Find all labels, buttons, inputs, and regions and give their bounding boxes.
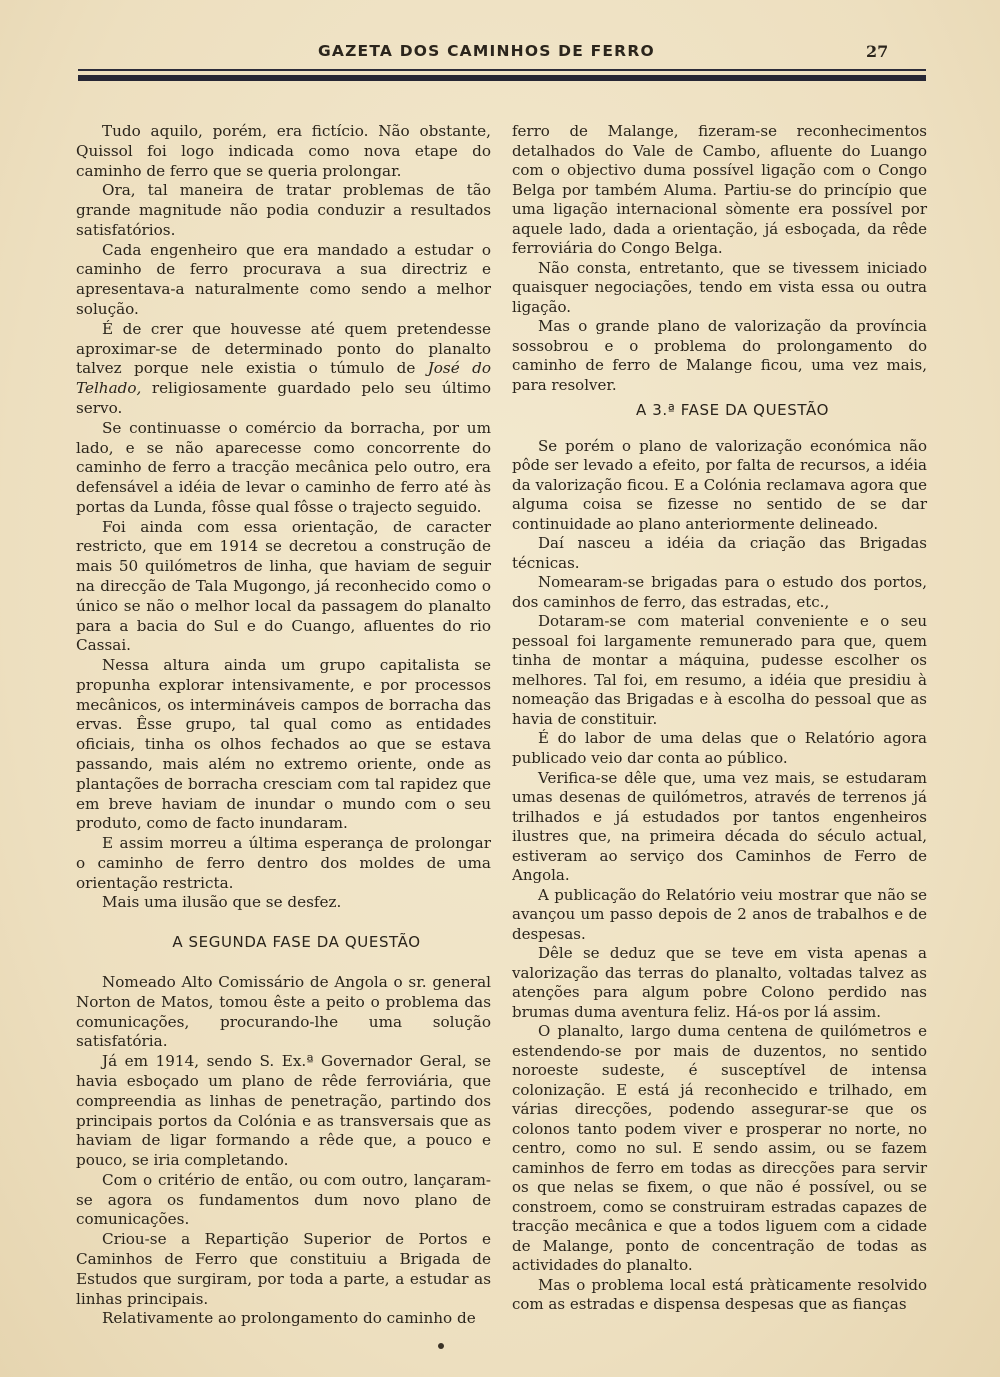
paragraph <box>76 320 491 419</box>
paragraph: ferro de Malange, fizeram-se reconhecimentos detalhados do Vale de Cambo, afluente do Luango com o objectivo duma possível ligação com o Congo Belga por também Aluma. Partiu-se do princípio que uma ligação internacional sòmente era possível por aquele lado, dada a orientação, já esboçada, da rêde ferroviária do Congo Belga. <box>512 122 927 258</box>
paragraph: Nessa altura ainda um grupo capitalista se propunha explorar intensivamente, e por processos mecânicos, os intermináveis campos de borracha das ervas. Êsse grupo, tal qual como as entidades oficiais, tinha os olhos fechados ao que se estava passando, mais além no extremo oriente, onde as plantações de borracha cresciam com tal rapidez que em breve haviam de inundar o mundo com o seu produto, como de facto inundaram. <box>76 656 491 833</box>
paragraph: Verifica-se dêle que, uma vez mais, se estudaram umas desenas de quilómetros, através de terrenos já trilhados e já estudados por tantos engenheiros ilustres que, na primeira década do século actual, estiveram ao serviço dos Caminhos de Ferro de Angola. <box>512 768 927 885</box>
paragraph-text: religiosamente guardado pelo seu último servo. <box>76 379 491 417</box>
paragraph: Criou-se a Repartição Superior de Portos e Caminhos de Ferro que constituiu a Brigada de Estudos que surgiram, por toda a parte, a estudar as linhas principais. <box>76 1230 491 1308</box>
header-rule-thick <box>78 75 926 81</box>
paragraph: A publicação do Relatório veiu mostrar que não se avançou um passo depois de 2 anos de trabalhos e de despesas. <box>512 885 927 943</box>
paragraph: E assim morreu a última esperança de prolongar o caminho de ferro dentro dos moldes de uma orientação restricta. <box>76 834 491 892</box>
paragraph: Se porém o plano de valorização económica não pôde ser levado a efeito, por falta de recursos, a idéia da valorização ficou. E a Colónia reclamava agora que alguma coisa se fizesse no sentido de se dar continuidade ao plano anteriormente delineado. <box>512 436 927 533</box>
paragraph: Nomearam-se brigadas para o estudo dos portos, dos caminhos de ferro, das estradas, etc., <box>512 573 927 611</box>
paragraph: Se continuasse o comércio da borracha, por um lado, e se não aparecesse como concorrente do caminho de ferro a tracção mecânica pelo outro, era defensável a idéia de levar o caminho de ferro até às portas da Lunda, fôsse qual fôsse o trajecto seguido. <box>76 418 491 516</box>
section-heading: A 3.ª FASE DA QUESTÃO <box>636 401 829 420</box>
paragraph: Tudo aquilo, porém, era fictício. Não obstante, Quissol foi logo indicada como nova etape do caminho de ferro que se queria prolongar. <box>76 122 491 180</box>
paragraph: Foi ainda com essa orientação, de caracter restricto, que em 1914 se decretou a construção de mais 50 quilómetros de linha, que haviam de seguir na direcção de Tala Mugongo, já reconhecido como o único se não o melhor local da passagem do planalto para a bacia do Sul e do Cuango, afluentes do rio Cassai. <box>76 517 491 655</box>
paragraph: Com o critério de então, ou com outro, lançaram-se agora os fundamentos dum novo plano de comunicações. <box>76 1170 491 1229</box>
right-column <box>512 122 927 1315</box>
paragraph: Ora, tal maneira de tratar problemas de tão grande magnitude não podia conduzir a resultados satisfatórios. <box>76 181 491 239</box>
paragraph: O planalto, largo duma centena de quilómetros e estendendo-se por mais de duzentos, no sentido noroeste sudeste, é susceptível de intensa colonização. E está já reconhecido e trilhado, em várias direcções, podendo assegurar-se que os colonos tanto podem viver e prosperar no norte, no centro, como no sul. E sendo assim, ou se fazem caminhos de ferro em todas as direcções para servir os que nelas se fixem, o que não é possível, ou se constroem, como se construiram estradas capazes de tracção mecânica e que a todos liguem com a cidade de Malange, ponto de concentração de todas as actividades do planalto. <box>512 1022 927 1275</box>
paragraph: Dotaram-se com material conveniente e o seu pessoal foi largamente remunerado para que, quem tinha de montar a máquina, pudesse escolher os melhores. Tal foi, em resumo, a idéia que presidiu à nomeação das Brigadas e à escolha do pessoal que as havia de constituir. <box>512 612 927 728</box>
paragraph: Dêle se deduz que se teve em vista apenas a valorização das terras do planalto, voltadas talvez as atenções para algum pobre Colono perdido nas brumas duma aventura feliz. Há-os por lá assim. <box>512 944 927 1021</box>
paragraph: Não consta, entretanto, que se tivessem iniciado quaisquer negociações, tendo em vista essa ou outra ligação. <box>512 258 927 316</box>
section-heading: A SEGUNDA FASE DA QUESTÃO <box>172 933 421 952</box>
header-rule-thin <box>78 69 926 71</box>
paragraph: Já em 1914, sendo S. Ex.ª Governador Geral, se havia esboçado um plano de rêde ferroviária, que compreendia as linhas de penetração, partindo dos principais portos da Colónia e as transversais que as haviam de ligar formando a rêde que, a pouco e pouco, se iria completando. <box>76 1052 491 1170</box>
paragraph: Nomeado Alto Comissário de Angola o sr. general Norton de Matos, tomou êste a peito o problema das comunicações, procurando-lhe uma solução satisfatória. <box>76 973 491 1051</box>
paragraph: Mais uma ilusão que se desfez. <box>102 893 342 912</box>
paragraph: Relativamente ao prolongamento do caminho de <box>102 1309 476 1328</box>
paragraph: Mas o problema local está pràticamente resolvido com as estradas e dispensa despesas que as fianças <box>512 1275 927 1314</box>
paragraph: Daí nasceu a idéia da criação das Brigadas técnicas. <box>512 534 927 572</box>
page-number: 27 <box>866 42 889 61</box>
italic-name: José do Telhado, <box>76 359 491 398</box>
footer-ornament <box>438 1343 444 1349</box>
paragraph: É do labor de uma delas que o Relatório agora publicado veio dar conta ao público. <box>512 729 927 767</box>
paragraph-text: É de crer que houvesse até quem pretendesse aproximar-se de determinado ponto do planalto talvez porque nele existia o túmulo de <box>76 319 491 378</box>
paragraph: Cada engenheiro que era mandado a estudar o caminho de ferro procurava a sua directriz e apresentava-a naturalmente como sendo a melhor solução. <box>76 240 491 319</box>
page-header <box>0 42 1000 66</box>
journal-title: GAZETA DOS CAMINHOS DE FERRO <box>318 42 655 60</box>
left-column <box>76 122 491 1329</box>
paragraph: Mas o grande plano de valorização da província sossobrou e o problema do prolongamento do caminho de ferro de Malange ficou, uma vez mais, para resolver. <box>512 317 927 394</box>
